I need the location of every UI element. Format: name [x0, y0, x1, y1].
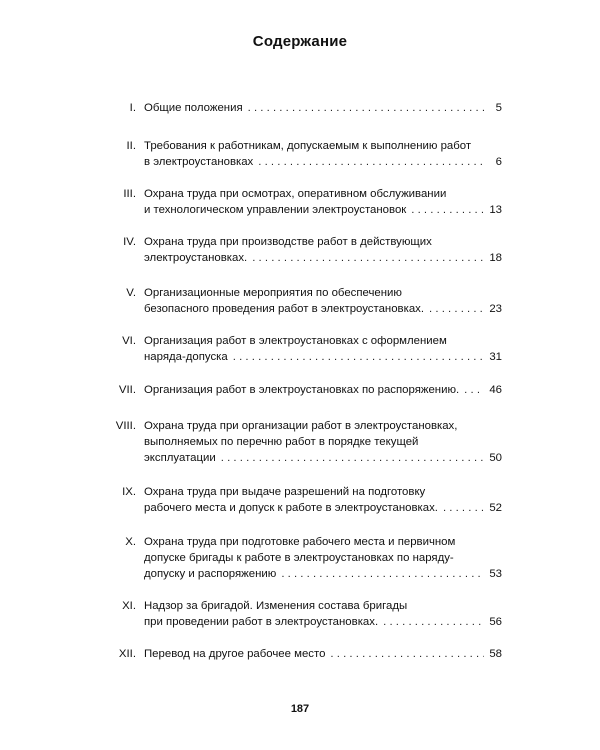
toc-entry-line: Требования к работникам, допускаемым к выполнению работ [144, 140, 472, 152]
dot-leader [252, 250, 484, 266]
dot-leader [248, 100, 484, 116]
toc-entry-text [144, 333, 502, 365]
dot-leader [221, 450, 484, 466]
toc-entry-last-line [144, 614, 502, 630]
toc-entry-last-line [144, 100, 502, 116]
toc-entry-last-line [144, 450, 502, 466]
toc-entry-number: VIII. [115, 420, 136, 432]
toc-entry-last-line [144, 566, 502, 582]
dot-leader [443, 500, 484, 516]
toc-entry-number: XI. [122, 600, 136, 612]
toc-entry-last-line [144, 500, 502, 516]
toc-entry-page: 52 [489, 502, 502, 514]
toc-entry-line: наряда-допуска [144, 351, 228, 363]
toc-entry-line: эксплуатации [144, 452, 216, 464]
dot-leader [411, 202, 484, 218]
toc-entry-line: Надзор за бригадой. Изменения состава бригады [144, 600, 408, 612]
dot-leader [233, 349, 484, 365]
toc-entry-text [144, 418, 502, 466]
toc-entry-page: 56 [489, 616, 502, 628]
toc-entry-page: 5 [495, 102, 502, 114]
toc-entry-line: Общие положения [144, 102, 243, 114]
toc-entry-text [144, 234, 502, 266]
dot-leader [464, 382, 484, 398]
toc-entry-text [144, 484, 502, 516]
page-number: 187 [290, 703, 310, 715]
toc-entry-line: безопасного проведения работ в электроустановках. [144, 303, 425, 315]
page-title: Содержание [252, 33, 348, 50]
toc-entry-line: Организационные мероприятия по обеспечению [144, 287, 402, 299]
toc-entry-line: Охрана труда при осмотрах, оперативном обслуживании [144, 188, 447, 200]
toc-entry-page: 13 [489, 204, 502, 216]
toc-entry-line: Организация работ в электроустановках по распоряжению. [144, 384, 460, 396]
toc-entry-page: 23 [489, 303, 502, 315]
toc-entry-text [144, 534, 502, 582]
toc-entry-number: II. [126, 140, 136, 152]
toc-entry-page: 58 [489, 648, 502, 660]
toc-entry-page: 31 [489, 351, 502, 363]
toc-entry-line: Организация работ в электроустановках с оформлением [144, 335, 447, 347]
toc-entry-number: XII. [118, 648, 136, 660]
toc-entry-text [144, 598, 502, 630]
dot-leader [281, 566, 484, 582]
toc-entry-text [144, 100, 502, 116]
toc-entry-last-line [144, 202, 502, 218]
toc-entry-last-line [144, 301, 502, 317]
dot-leader [383, 614, 484, 630]
toc-entry-line: Охрана труда при выдаче разрешений на подготовку [144, 486, 426, 498]
toc-entry-number: VII. [118, 384, 136, 396]
toc-entry-line: Охрана труда при организации работ в электроустановках, [144, 420, 458, 432]
toc-entry-number: I. [129, 102, 136, 114]
toc-entry-page: 50 [489, 452, 502, 464]
toc-entry-line: электроустановках. [144, 252, 248, 264]
toc-entry-number: IV. [123, 236, 136, 248]
toc-entry-text [144, 646, 502, 662]
toc-entry-last-line [144, 250, 502, 266]
toc-entry-line: при проведении работ в электроустановках. [144, 616, 379, 628]
toc-entry-number: IX. [122, 486, 136, 498]
toc-entry-last-line [144, 154, 502, 170]
toc-entry-page: 46 [489, 384, 502, 396]
toc-entry-page: 6 [495, 156, 502, 168]
dot-leader [429, 301, 484, 317]
toc-entry-line: рабочего места и допуск к работе в электроустановках. [144, 502, 438, 514]
dot-leader [330, 646, 484, 662]
toc-entry-last-line [144, 382, 502, 398]
dot-leader [258, 154, 484, 170]
toc-entry-last-line [144, 349, 502, 365]
toc-entry-number: III. [123, 188, 136, 200]
toc-entry-text [144, 285, 502, 317]
toc-entry-page: 18 [489, 252, 502, 264]
toc-entry-line: Охрана труда при подготовке рабочего места и первичном [144, 536, 456, 548]
toc-entry-number: X. [125, 536, 136, 548]
toc-entry-page: 53 [489, 568, 502, 580]
toc-entry-last-line [144, 646, 502, 662]
toc-entry-text [144, 382, 502, 398]
toc-entry-line: допуску и распоряжению [144, 568, 277, 580]
toc-entry-text [144, 138, 502, 170]
toc-entry-number: V. [126, 287, 136, 299]
toc-entry-line: Перевод на другое рабочее место [144, 648, 326, 660]
toc-entry-line: допуске бригады к работе в электроустановках по наряду- [144, 552, 454, 564]
toc-entry-line: выполняемых по перечню работ в порядке текущей [144, 436, 419, 448]
toc-entry-text [144, 186, 502, 218]
toc-entry-line: Охрана труда при производстве работ в действующих [144, 236, 432, 248]
toc-entry-line: и технологическом управлении электроустановок [144, 204, 407, 216]
toc-entry-number: VI. [122, 335, 136, 347]
toc-entry-line: в электроустановках [144, 156, 254, 168]
